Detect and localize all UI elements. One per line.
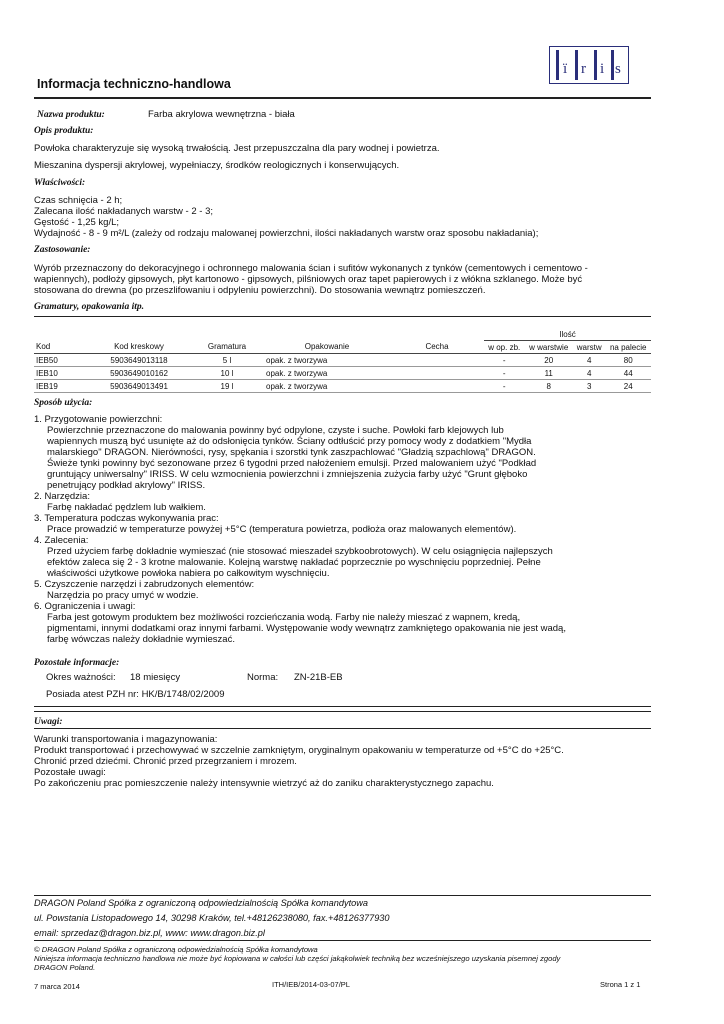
description-label: Opis produktu: (34, 126, 94, 136)
divider (34, 728, 651, 729)
footer-doc-id: ITH/IEB/2014-03-07/PL (272, 980, 350, 989)
method-item-title: 6. Ograniczenia i uwagi: (34, 601, 136, 612)
cell: 5 l (222, 355, 232, 365)
method-item-line: Świeże tynki powinny być sezonowane przez 6 tygodni przed nałożeniem emulsji. Przed malowaniem użyć "Podkład (47, 458, 537, 469)
method-item-title: 3. Temperatura podczas wykonywania prac: (34, 513, 219, 524)
column-header: Cecha (425, 342, 449, 352)
usage-line: wapiennych), podłoży gipsowych, płyt kartonowo - gipsowych, pilśniowych oraz tapet papierowych i z włókna szklanego. Może być (34, 274, 583, 285)
logo-bar (556, 50, 559, 80)
table-header (34, 341, 651, 354)
method-item-line: Farba jest gotowym produktem bez możliwości rozcieńczania wodą. Farby nie należy mieszać z wapnem, kredą, (47, 612, 521, 623)
properties-label: Właściwości: (34, 178, 86, 188)
cell: opak. z tworzywa (266, 355, 328, 365)
iriss-logo (549, 46, 629, 84)
method-item-line: Powierzchnie przeznaczone do malowania powinny być odpylone, czyste i suche. Powłoki farb klejowych lub (47, 425, 504, 436)
table-group-header (34, 328, 651, 341)
cell: - (502, 381, 506, 391)
cell: 44 (623, 368, 633, 378)
cell: - (502, 368, 506, 378)
cell: opak. z tworzywa (266, 381, 328, 391)
copyright-line: DRAGON Poland. (34, 963, 96, 972)
cell: IEB19 (36, 381, 58, 391)
column-header: w op. zb. (488, 342, 521, 352)
method-item-line: Przed użyciem farbę dokładnie wymieszać (nie stosować mieszadeł szybkoobrotowych). W celu osiągnięcia najlepszych (47, 546, 553, 557)
cell (390, 354, 484, 367)
property-line: Czas schnięcia - 2 h; (34, 195, 123, 206)
quantity-header: Ilość (484, 328, 651, 341)
packaging-rule (34, 316, 651, 317)
method-item-line: właściwości użytkowe powłoka nabiera po całkowitym wyschnięciu. (47, 568, 330, 579)
method-item-title: 4. Zalecenia: (34, 535, 89, 546)
validity-value: 18 miesięcy (130, 672, 181, 683)
method-item-line: Narzędzia po pracy umyć w wodzie. (47, 590, 199, 601)
cell: 20 (544, 355, 554, 365)
method-item-line: Farbę nakładać pędzlem lub wałkiem. (47, 502, 206, 513)
description-p1: Powłoka charakteryzuje się wysoką trwałością. Jest przepuszczalna dla pary wodnej i powietrza. (34, 143, 440, 154)
company-line: ul. Powstania Listopadowego 14, 30298 Kraków, tel.+48126238080, fax.+48126377930 (34, 913, 390, 923)
cell: 5903649013118 (110, 355, 168, 365)
note-line: Po zakończeniu prac pomieszczenie należy intensywnie wietrzyć aż do zaniku charakterystycznego zapachu. (34, 778, 494, 789)
company-line: DRAGON Poland Spółka z ograniczoną odpowiedzialnością Spółka komandytowa (34, 898, 368, 908)
method-item-line: efektów zaleca się 2 - 3 krotne malowanie. Kolejną warstwę nakładać poprzecznie po wyschnięciu poprzedniej. Pełne (47, 557, 541, 568)
product-name: Farba akrylowa wewnętrzna - biała (148, 109, 295, 120)
usage-line: Wyrób przeznaczony do dekoracyjnego i ochronnego malowania ścian i sufitów wykonanych z tynków (cementowych i cementowo - (34, 263, 588, 274)
properties-list (34, 195, 624, 239)
method-item-line: wapiennych muszą być usunięte aż do odsłonięcia tynków. Ściany odtłuścić przy pomocy wody z dodatkiem "Mydła (47, 436, 532, 447)
property-line: Wydajność - 8 - 9 m²/L (zależy od rodzaju malowanej powierzchni, ilości nakładanych warstw oraz sposobu nakładania); (34, 228, 539, 239)
company-info (34, 896, 649, 941)
usage-text (34, 263, 644, 296)
cell: IEB10 (36, 368, 58, 378)
method-item-line: penetrujący podkład akrylowy" IRISS. (47, 480, 206, 491)
attest-text: Posiada atest PZH nr: HK/B/1748/02/2009 (46, 689, 225, 700)
cell: 80 (623, 355, 633, 365)
description-p2: Mieszanina dyspersji akrylowej, wypełniaczy, środków reologicznych i konserwujących. (34, 160, 400, 171)
norm-value: ZN-21B-EB (294, 672, 343, 683)
packaging-table (34, 328, 651, 393)
cell: 10 l (220, 368, 234, 378)
footer-rule (34, 940, 651, 941)
method-item-line: gruntujący uniwersalny" IRISS. W celu wzmocnienia powierzchni i zmniejszenia zużycia farby użyć "Grunt głęboko (47, 469, 528, 480)
cell (390, 380, 484, 393)
logo-letter: s (615, 61, 621, 77)
column-header: na palecie (609, 342, 647, 352)
method-item-title: 2. Narzędzia: (34, 491, 90, 502)
footer-date: 7 marca 2014 (34, 982, 80, 991)
column-header: warstw (576, 342, 602, 352)
copyright-line: © DRAGON Poland Spółka z ograniczoną odpowiedzialnością Spółka komandytowa (34, 945, 318, 954)
method-list (34, 414, 594, 645)
method-item-title: 5. Czyszczenie narzędzi i zabrudzonych elementów: (34, 579, 255, 590)
company-line: email: sprzedaz@dragon.biz.pl, www: www.dragon.biz.pl (34, 928, 265, 938)
header-rule (34, 97, 651, 99)
cell: - (502, 355, 506, 365)
note-line: Pozostałe uwagi: (34, 767, 106, 778)
method-item-line: Prace prowadzić w temperaturze powyżej +5°C (temperatura powietrza, podłoża oraz malowanych elementów). (47, 524, 517, 535)
cell: 5903649013491 (110, 381, 168, 391)
logo-bar (575, 50, 578, 80)
document-title: Informacja techniczno-handlowa (37, 77, 231, 91)
divider (34, 711, 651, 712)
usage-label: Zastosowanie: (34, 245, 91, 255)
usage-line: stosowana do drewna (po przeszlifowaniu i odpyleniu powierzchni). Do stosowania wewnątrz pomieszczeń. (34, 285, 486, 296)
method-label: Sposób użycia: (34, 398, 93, 408)
cell: 4 (586, 355, 592, 365)
logo-bar (594, 50, 597, 80)
note-line: Warunki transportowania i magazynowania: (34, 734, 218, 745)
cell: 4 (586, 368, 592, 378)
cell: 5903649010162 (110, 368, 168, 378)
column-header: Opakowanie (304, 342, 350, 352)
notes-text (34, 734, 649, 789)
notes-label: Uwagi: (34, 717, 63, 727)
other-label: Pozostałe informacje: (34, 658, 120, 668)
table-row (34, 367, 651, 380)
copyright-line: Niniejsza informacja techniczno handlowa nie może być kopiowana w całości lub części jakąkolwiek techniką bez wcześniejszego uzyskania pisemnej zgody (34, 954, 561, 963)
column-header: Kod kreskowy (114, 342, 164, 352)
note-line: Produkt transportować i przechowywać w szczelnie zamkniętym, oryginalnym opakowaniu w temperaturze od +5°C do +25°C. (34, 745, 564, 756)
method-item-title: 1. Przygotowanie powierzchni: (34, 414, 163, 425)
property-line: Zalecana ilość nakładanych warstw - 2 - 3; (34, 206, 213, 217)
cell: 3 (586, 381, 592, 391)
method-item-line: pigmentami, innymi dodatkami oraz innymi farbami. Występowanie wody wewnątrz zamkniętego opakowania nie jest wadą, (47, 623, 566, 634)
column-header: Kod (36, 342, 51, 352)
validity-label: Okres ważności: (46, 672, 116, 683)
cell: 19 l (220, 381, 234, 391)
table-row (34, 380, 651, 393)
property-line: Gęstość - 1,25 kg/L; (34, 217, 120, 228)
table-row (34, 354, 651, 367)
cell: opak. z tworzywa (266, 368, 328, 378)
note-line: Chronić przed dziećmi. Chronić przed przegrzaniem i mrozem. (34, 756, 297, 767)
method-item-line: farbę wówczas należy dokładnie wymieszać. (47, 634, 235, 645)
product-label: Nazwa produktu: (37, 110, 105, 120)
copyright-notice (34, 945, 651, 972)
cell: 11 (544, 368, 553, 378)
divider (34, 706, 651, 707)
norm-label: Norma: (247, 672, 279, 683)
column-header: Gramatura (207, 342, 247, 352)
cell (390, 367, 484, 380)
packaging-label: Gramatury, opakowania itp. (34, 302, 144, 312)
logo-bar (611, 50, 614, 80)
logo-letter: ï (563, 61, 568, 77)
cell: IEB50 (36, 355, 58, 365)
logo-letter: i (600, 61, 605, 77)
column-header: w warstwie (529, 342, 569, 352)
footer-page: Strona 1 z 1 (600, 980, 641, 989)
cell: 8 (546, 381, 551, 391)
cell: 24 (623, 381, 633, 391)
method-item-line: malarskiego" DRAGON. Nierówności, rysy, spękania i szorstki tynk zaszpachlować "Gładzią szpachlową" DRAGON. (47, 447, 536, 458)
logo-letter: r (581, 61, 586, 77)
